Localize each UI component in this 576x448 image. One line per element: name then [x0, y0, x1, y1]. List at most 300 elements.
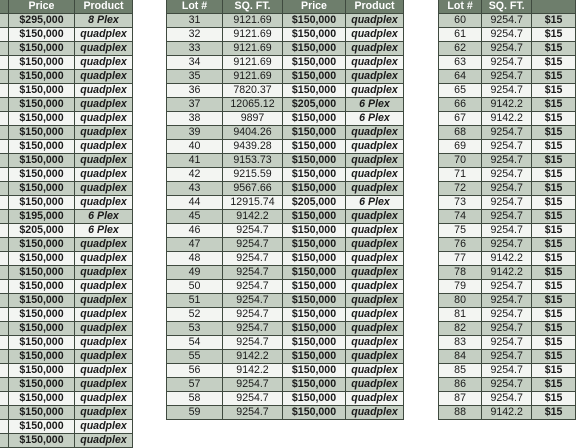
table-row: [0, 252, 133, 266]
lot-number-cell: 61: [439, 28, 482, 42]
table-row: [439, 28, 576, 42]
lot-number-cell: [0, 168, 9, 182]
product-cell: quadplex: [75, 392, 133, 406]
square-feet-cell: 9121.69: [223, 70, 283, 84]
table-header-row: [167, 0, 404, 14]
table-row: [0, 126, 133, 140]
price-cell: $150,000: [9, 406, 75, 420]
lot-number-cell: 77: [439, 252, 482, 266]
price-cell: $150,000: [9, 28, 75, 42]
lot-number-cell: 55: [167, 350, 223, 364]
square-feet-cell: 9254.7: [482, 154, 532, 168]
lot-number-cell: 32: [167, 28, 223, 42]
price-cell: $15: [532, 252, 576, 266]
table-row: [167, 154, 404, 168]
price-cell: $15: [532, 84, 576, 98]
product-cell: quadplex: [75, 434, 133, 448]
square-feet-cell: 12065.12: [223, 98, 283, 112]
price-cell: $150,000: [283, 84, 346, 98]
square-feet-cell: 9254.7: [482, 224, 532, 238]
price-cell: $150,000: [9, 322, 75, 336]
price-cell: $150,000: [283, 336, 346, 350]
price-cell: $150,000: [283, 252, 346, 266]
lot-number-cell: 75: [439, 224, 482, 238]
square-feet-cell: 9254.7: [482, 28, 532, 42]
table-row: [439, 406, 576, 420]
price-cell: $150,000: [283, 140, 346, 154]
square-feet-cell: 9254.7: [223, 322, 283, 336]
price-cell: $150,000: [9, 308, 75, 322]
table-row: [167, 98, 404, 112]
lot-number-cell: 69: [439, 140, 482, 154]
lot-number-cell: 65: [439, 84, 482, 98]
table-row: [167, 378, 404, 392]
price-cell: $150,000: [9, 350, 75, 364]
table-row: [167, 252, 404, 266]
price-cell: $150,000: [9, 140, 75, 154]
lot-number-cell: [0, 98, 9, 112]
square-feet-cell: 9254.7: [223, 294, 283, 308]
table-row: [439, 126, 576, 140]
price-cell: $15: [532, 294, 576, 308]
lot-table-left: [0, 0, 133, 448]
table-row: [0, 378, 133, 392]
table-row: [167, 406, 404, 420]
product-cell: quadplex: [75, 322, 133, 336]
price-cell: $150,000: [9, 252, 75, 266]
lot-number-cell: [0, 308, 9, 322]
square-feet-cell: 9254.7: [482, 168, 532, 182]
table-row: [0, 308, 133, 322]
table-row: [0, 266, 133, 280]
price-cell: $15: [532, 14, 576, 28]
table-row: [0, 196, 133, 210]
table-row: [0, 336, 133, 350]
product-cell: quadplex: [346, 224, 404, 238]
table-row: [0, 168, 133, 182]
square-feet-cell: 9121.69: [223, 56, 283, 70]
lot-number-cell: 64: [439, 70, 482, 84]
price-cell: $150,000: [9, 70, 75, 84]
product-cell: quadplex: [75, 420, 133, 434]
square-feet-cell: 9254.7: [223, 392, 283, 406]
table-row: [439, 154, 576, 168]
square-feet-cell: 9254.7: [223, 238, 283, 252]
price-cell: $150,000: [283, 70, 346, 84]
lot-number-cell: [0, 84, 9, 98]
square-feet-cell: 9254.7: [482, 294, 532, 308]
table-row: [0, 224, 133, 238]
square-feet-cell: 9254.7: [223, 252, 283, 266]
column-header: SQ. FT.: [482, 0, 532, 14]
price-cell: $150,000: [283, 42, 346, 56]
price-cell: $15: [532, 98, 576, 112]
lot-number-cell: [0, 14, 9, 28]
square-feet-cell: 9404.26: [223, 126, 283, 140]
lot-number-cell: [0, 28, 9, 42]
product-cell: 8 Plex: [75, 14, 133, 28]
table-row: [167, 140, 404, 154]
lot-number-cell: 67: [439, 112, 482, 126]
square-feet-cell: 9254.7: [223, 224, 283, 238]
lot-number-cell: 35: [167, 70, 223, 84]
table-row: [0, 140, 133, 154]
lot-number-cell: 72: [439, 182, 482, 196]
table-row: [439, 322, 576, 336]
table-row: [439, 294, 576, 308]
product-cell: quadplex: [346, 336, 404, 350]
lot-number-cell: 43: [167, 182, 223, 196]
square-feet-cell: 9142.2: [482, 112, 532, 126]
table-row: [167, 28, 404, 42]
lot-number-cell: 62: [439, 42, 482, 56]
square-feet-cell: 9121.69: [223, 42, 283, 56]
lot-number-cell: 52: [167, 308, 223, 322]
product-cell: quadplex: [346, 266, 404, 280]
product-cell: quadplex: [75, 308, 133, 322]
price-cell: $15: [532, 182, 576, 196]
product-cell: quadplex: [346, 56, 404, 70]
table-row: [439, 196, 576, 210]
product-cell: quadplex: [346, 42, 404, 56]
square-feet-cell: 12915.74: [223, 196, 283, 210]
square-feet-cell: 9254.7: [482, 42, 532, 56]
table-row: [439, 112, 576, 126]
price-cell: $15: [532, 70, 576, 84]
square-feet-cell: 9153.73: [223, 154, 283, 168]
square-feet-cell: 9142.2: [223, 364, 283, 378]
lot-number-cell: 79: [439, 280, 482, 294]
price-cell: $150,000: [283, 322, 346, 336]
column-header: Price: [9, 0, 75, 14]
product-cell: quadplex: [346, 350, 404, 364]
table-row: [0, 322, 133, 336]
lot-number-cell: 82: [439, 322, 482, 336]
lot-number-cell: 34: [167, 56, 223, 70]
lot-number-cell: 87: [439, 392, 482, 406]
table-row: [439, 364, 576, 378]
price-cell: $150,000: [283, 378, 346, 392]
square-feet-cell: 9254.7: [482, 182, 532, 196]
table-row: [167, 182, 404, 196]
product-cell: quadplex: [75, 182, 133, 196]
lot-number-cell: 36: [167, 84, 223, 98]
lot-number-cell: 60: [439, 14, 482, 28]
square-feet-cell: 9254.7: [482, 322, 532, 336]
product-cell: quadplex: [346, 210, 404, 224]
price-cell: $150,000: [9, 84, 75, 98]
price-cell: $150,000: [9, 56, 75, 70]
price-cell: $150,000: [9, 154, 75, 168]
product-cell: quadplex: [75, 56, 133, 70]
lot-number-cell: 86: [439, 378, 482, 392]
square-feet-cell: 9254.7: [482, 336, 532, 350]
product-cell: quadplex: [75, 336, 133, 350]
product-cell: quadplex: [75, 112, 133, 126]
table-row: [0, 14, 133, 28]
product-cell: quadplex: [346, 252, 404, 266]
product-cell: quadplex: [346, 392, 404, 406]
product-cell: quadplex: [346, 168, 404, 182]
table-row: [439, 98, 576, 112]
price-cell: $15: [532, 126, 576, 140]
product-cell: 6 Plex: [346, 196, 404, 210]
lot-number-cell: [0, 294, 9, 308]
price-cell: $150,000: [283, 56, 346, 70]
lot-number-cell: [0, 392, 9, 406]
product-cell: quadplex: [75, 168, 133, 182]
square-feet-cell: 9254.7: [223, 406, 283, 420]
lot-number-cell: [0, 336, 9, 350]
product-cell: quadplex: [75, 42, 133, 56]
lot-number-cell: 47: [167, 238, 223, 252]
price-cell: $150,000: [283, 28, 346, 42]
square-feet-cell: 9254.7: [482, 70, 532, 84]
table-row: [439, 392, 576, 406]
table-row: [167, 84, 404, 98]
table-row: [167, 70, 404, 84]
lot-number-cell: 76: [439, 238, 482, 252]
price-cell: $150,000: [9, 42, 75, 56]
product-cell: quadplex: [75, 196, 133, 210]
product-cell: quadplex: [346, 28, 404, 42]
price-cell: $150,000: [9, 238, 75, 252]
product-cell: quadplex: [75, 70, 133, 84]
table-row: [167, 322, 404, 336]
price-cell: $150,000: [9, 364, 75, 378]
lot-number-cell: 53: [167, 322, 223, 336]
table-row: [0, 210, 133, 224]
table-row: [167, 336, 404, 350]
lot-number-cell: [0, 112, 9, 126]
table-row: [0, 350, 133, 364]
price-cell: $150,000: [283, 406, 346, 420]
product-cell: quadplex: [75, 28, 133, 42]
price-cell: $150,000: [9, 126, 75, 140]
lot-number-cell: [0, 126, 9, 140]
price-cell: $15: [532, 280, 576, 294]
price-cell: $150,000: [9, 392, 75, 406]
price-cell: $15: [532, 224, 576, 238]
column-header: Lot #: [439, 0, 482, 14]
table-row: [439, 140, 576, 154]
product-cell: quadplex: [75, 280, 133, 294]
lot-number-cell: [0, 434, 9, 448]
lot-number-cell: [0, 266, 9, 280]
product-cell: quadplex: [75, 406, 133, 420]
product-cell: quadplex: [346, 182, 404, 196]
price-cell: $150,000: [9, 112, 75, 126]
square-feet-cell: 9254.7: [482, 84, 532, 98]
table-row: [439, 70, 576, 84]
table-row: [167, 14, 404, 28]
table-row: [439, 266, 576, 280]
product-cell: quadplex: [346, 308, 404, 322]
table-row: [439, 182, 576, 196]
lot-number-cell: 39: [167, 126, 223, 140]
table-row: [167, 210, 404, 224]
table-row: [0, 42, 133, 56]
table-row: [167, 350, 404, 364]
price-cell: $15: [532, 322, 576, 336]
table-row: [0, 112, 133, 126]
lot-number-cell: [0, 224, 9, 238]
lot-number-cell: [0, 210, 9, 224]
table-row: [167, 392, 404, 406]
price-cell: $150,000: [283, 364, 346, 378]
price-cell: $15: [532, 168, 576, 182]
price-cell: $150,000: [283, 308, 346, 322]
square-feet-cell: 9254.7: [482, 14, 532, 28]
price-cell: $15: [532, 196, 576, 210]
square-feet-cell: 9254.7: [482, 56, 532, 70]
lot-number-cell: 31: [167, 14, 223, 28]
price-cell: $150,000: [9, 280, 75, 294]
price-cell: $15: [532, 266, 576, 280]
square-feet-cell: 9254.7: [482, 392, 532, 406]
product-cell: quadplex: [75, 266, 133, 280]
table-row: [439, 350, 576, 364]
table-row: [167, 126, 404, 140]
lot-number-cell: [0, 196, 9, 210]
product-cell: quadplex: [75, 238, 133, 252]
product-cell: quadplex: [75, 84, 133, 98]
product-cell: quadplex: [346, 280, 404, 294]
lot-number-cell: [0, 350, 9, 364]
price-cell: $15: [532, 210, 576, 224]
square-feet-cell: 9142.2: [223, 210, 283, 224]
price-cell: $150,000: [283, 210, 346, 224]
lot-number-cell: 66: [439, 98, 482, 112]
lot-number-cell: [0, 252, 9, 266]
square-feet-cell: 9254.7: [482, 210, 532, 224]
price-cell: $15: [532, 140, 576, 154]
square-feet-cell: 9254.7: [482, 308, 532, 322]
price-cell: $205,000: [283, 196, 346, 210]
column-header: Price: [283, 0, 346, 14]
price-cell: $15: [532, 364, 576, 378]
square-feet-cell: 9254.7: [482, 350, 532, 364]
square-feet-cell: 9254.7: [482, 378, 532, 392]
table-header-row: [0, 0, 133, 14]
price-cell: $150,000: [283, 280, 346, 294]
lot-number-cell: [0, 364, 9, 378]
lot-number-cell: [0, 238, 9, 252]
price-cell: $15: [532, 238, 576, 252]
product-cell: quadplex: [346, 14, 404, 28]
price-cell: $150,000: [283, 126, 346, 140]
product-cell: quadplex: [75, 294, 133, 308]
lot-number-cell: 73: [439, 196, 482, 210]
column-header: [532, 0, 576, 14]
price-cell: $15: [532, 154, 576, 168]
lot-table-middle: [166, 0, 404, 420]
price-cell: $150,000: [9, 196, 75, 210]
lot-number-cell: 59: [167, 406, 223, 420]
table-row: [0, 70, 133, 84]
price-cell: $150,000: [9, 294, 75, 308]
square-feet-cell: 9439.28: [223, 140, 283, 154]
table-row: [167, 168, 404, 182]
lot-number-cell: [0, 154, 9, 168]
lot-number-cell: 54: [167, 336, 223, 350]
table-row: [439, 14, 576, 28]
lot-number-cell: 84: [439, 350, 482, 364]
table-row: [0, 280, 133, 294]
price-cell: $150,000: [9, 266, 75, 280]
square-feet-cell: 9215.59: [223, 168, 283, 182]
table-row: [167, 56, 404, 70]
square-feet-cell: 9142.2: [482, 98, 532, 112]
square-feet-cell: 9142.2: [223, 350, 283, 364]
table-row: [439, 210, 576, 224]
square-feet-cell: 9897: [223, 112, 283, 126]
lot-number-cell: [0, 378, 9, 392]
square-feet-cell: 9121.69: [223, 28, 283, 42]
price-cell: $205,000: [9, 224, 75, 238]
product-cell: quadplex: [346, 378, 404, 392]
lot-number-cell: 45: [167, 210, 223, 224]
price-cell: $150,000: [9, 434, 75, 448]
price-cell: $15: [532, 406, 576, 420]
table-row: [0, 406, 133, 420]
lot-number-cell: 83: [439, 336, 482, 350]
column-header: Lot #: [167, 0, 223, 14]
lot-number-cell: 78: [439, 266, 482, 280]
square-feet-cell: 9254.7: [482, 140, 532, 154]
price-cell: $150,000: [283, 168, 346, 182]
table-row: [439, 336, 576, 350]
lot-number-cell: [0, 322, 9, 336]
price-cell: $15: [532, 392, 576, 406]
table-row: [167, 266, 404, 280]
lot-number-cell: [0, 280, 9, 294]
square-feet-cell: 9142.2: [482, 252, 532, 266]
lot-number-cell: 63: [439, 56, 482, 70]
product-cell: quadplex: [75, 350, 133, 364]
price-cell: $150,000: [283, 154, 346, 168]
lot-number-cell: 44: [167, 196, 223, 210]
table-row: [167, 112, 404, 126]
price-cell: $150,000: [9, 336, 75, 350]
square-feet-cell: 9254.7: [223, 280, 283, 294]
table-row: [439, 84, 576, 98]
price-cell: $15: [532, 308, 576, 322]
price-cell: $150,000: [283, 112, 346, 126]
square-feet-cell: 9142.2: [482, 406, 532, 420]
lot-number-cell: 85: [439, 364, 482, 378]
product-cell: quadplex: [75, 364, 133, 378]
table-row: [0, 182, 133, 196]
lot-number-cell: [0, 56, 9, 70]
price-cell: $15: [532, 350, 576, 364]
lot-table-right: [438, 0, 576, 420]
price-cell: $150,000: [283, 392, 346, 406]
lot-number-cell: 56: [167, 364, 223, 378]
lot-number-cell: 58: [167, 392, 223, 406]
lot-number-cell: 74: [439, 210, 482, 224]
table-row: [0, 56, 133, 70]
column-header: [0, 0, 9, 14]
product-cell: quadplex: [346, 70, 404, 84]
square-feet-cell: 7820.37: [223, 84, 283, 98]
square-feet-cell: 9254.7: [482, 280, 532, 294]
table-row: [167, 364, 404, 378]
lot-number-cell: 50: [167, 280, 223, 294]
lot-number-cell: 80: [439, 294, 482, 308]
product-cell: quadplex: [346, 126, 404, 140]
table-row: [0, 294, 133, 308]
